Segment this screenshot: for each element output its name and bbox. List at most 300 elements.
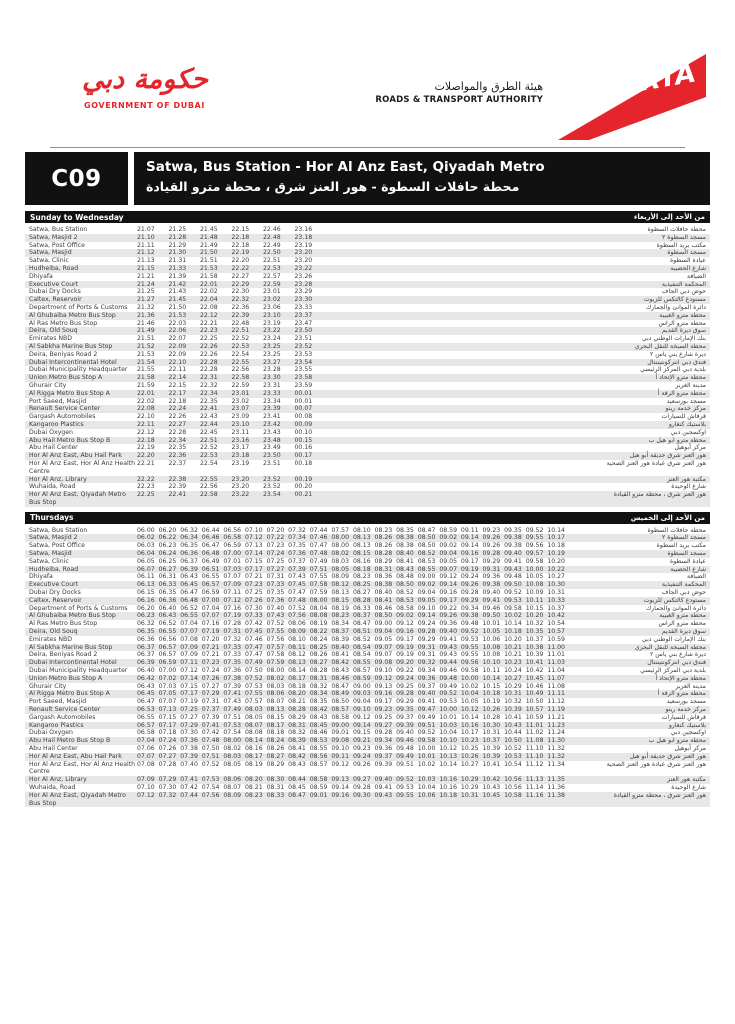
time-cell: 08.03 [244,706,263,714]
time-cell: 08.53 [417,557,436,565]
time-cell: 10.05 [460,698,479,706]
time-cell: 10.01 [439,713,458,721]
time-cell: 08.19 [309,620,328,628]
time-cell: 07.33 [266,581,285,589]
time-cell: 09.15 [352,729,371,737]
time-cell: 21.42 [168,280,187,288]
time-cell: 22.55 [200,475,218,483]
time-cell: 09.28 [460,589,479,597]
time-cell: 09.36 [439,620,458,628]
time-cell: 00.07 [294,405,313,413]
departure-times [137,659,569,667]
time-cell: 10.20 [547,557,565,565]
stop-name-ar: سوق ديرة القديم [661,628,706,636]
departure-times [137,265,326,273]
table-row [25,534,710,542]
time-cell: 22.35 [168,444,187,452]
time-cell: 08.15 [266,713,285,721]
time-cell: 09.38 [504,542,522,550]
rta-authority-name [375,80,543,105]
time-cell: 22.08 [200,303,218,311]
time-cell: 08.44 [288,776,306,784]
time-cell: 23.01 [263,288,281,296]
time-cell: 08.52 [396,589,414,597]
time-cell: 08.10 [288,635,306,643]
departure-times [137,722,569,730]
time-cell: 10.31 [482,729,501,737]
time-cell: 22.15 [168,381,187,389]
time-cell: 22.10 [168,358,187,366]
time-cell: 09.00 [374,620,393,628]
time-cell: 10.29 [460,783,479,791]
time-cell: 06.55 [137,713,155,721]
stop-name-en: Kangaroo Plastics [29,721,84,729]
time-cell: 09.11 [331,752,350,760]
time-cell: 23.02 [231,397,250,405]
time-cell: 07.59 [266,659,285,667]
time-cell: 07.40 [266,604,285,612]
time-cell: 07.21 [244,573,263,581]
time-cell: 23.51 [263,459,281,467]
time-cell: 22.18 [168,397,187,405]
departure-times [137,589,569,597]
stop-name-ar: مركز خدمة رينو [665,706,706,714]
time-cell: 22.41 [168,491,187,499]
stop-name-en: Satwa, Clinic [29,557,69,565]
time-cell: 09.28 [482,550,501,558]
time-cell: 09.04 [374,628,393,636]
time-cell: 07.19 [201,628,220,636]
time-cell: 09.17 [439,596,458,604]
time-cell: 22.23 [200,327,218,335]
time-cell: 07.19 [223,612,242,620]
time-cell: 22.25 [200,335,218,343]
time-cell: 10.32 [525,620,544,628]
table-row [25,413,710,421]
time-cell: 09.29 [482,557,501,565]
time-cell: 07.51 [201,752,220,760]
table-row [25,374,710,382]
stop-name-en: Executive Court [29,581,79,589]
departure-times [137,651,569,659]
time-cell: 21.29 [168,241,187,249]
stop-name-en: Abu Hail Center [29,745,78,752]
time-cell: 22.15 [231,226,250,233]
time-cell: 07.36 [266,596,285,604]
time-cell: 07.31 [266,573,285,581]
time-cell: 08.48 [396,573,414,581]
time-cell: 09.00 [352,682,371,690]
time-cell: 10.12 [460,706,479,714]
time-cell: 07.52 [201,760,220,768]
time-cell: 07.35 [288,542,306,550]
table-row [25,628,710,636]
time-cell: 08.17 [288,674,306,682]
rta-logo-icon [556,53,706,143]
stop-name-en: Ghurair City [29,381,67,389]
time-cell: 09.52 [460,628,479,636]
time-cell: 21.49 [200,241,218,249]
time-cell: 10.00 [460,674,479,682]
time-cell: 10.17 [460,729,479,737]
time-cell: 08.41 [396,557,414,565]
stop-name-en: Al Ras Metro Bus Stop [29,319,98,327]
time-cell: 11.13 [525,776,544,784]
time-cell: 22.08 [137,405,155,413]
stop-name-en: Satwa, Post Office [29,542,85,550]
time-cell: 23.52 [263,483,281,491]
stop-name-ar: فندق دبي انتركونتيننتال [647,659,706,667]
time-cell: 08.52 [417,550,436,558]
time-cell: 09.11 [460,526,479,534]
time-cell: 07.30 [244,604,263,612]
time-cell: 07.34 [288,534,306,542]
time-cell: 08.40 [396,550,414,558]
time-cell: 10.14 [547,526,565,534]
time-cell: 00.01 [294,397,313,405]
time-cell: 07.57 [266,643,285,651]
time-cell: 10.11 [525,596,544,604]
time-cell: 22.27 [168,420,187,428]
table-row [25,722,710,730]
stop-name-en: Ghurair City [29,682,67,690]
government-of-dubai-calligraphy-icon: حكومة دبي [82,64,208,95]
time-cell: 09.35 [396,706,414,714]
time-cell: 06.31 [158,573,177,581]
time-cell: 22.51 [200,436,218,444]
stop-name-ar: هور العنز شرق حديقة أبو هيل [629,452,706,460]
stop-name-ar: مسجد بورسعيد [666,698,706,706]
time-cell: 07.41 [180,776,198,784]
time-cell: 22.26 [200,350,218,358]
time-cell: 09.10 [417,604,436,612]
time-cell: 08.50 [417,534,436,542]
time-cell: 08.26 [374,542,393,550]
time-cell: 09.02 [396,612,414,620]
time-cell: 10.58 [504,791,522,799]
time-cell: 09.14 [460,542,479,550]
time-cell: 22.07 [168,335,187,343]
stop-name-en: Hor Al Anz, Library [29,776,87,784]
route-title-en: Satwa, Bus Station - Hor Al Anz East, Qiyadah Metro [146,159,545,175]
section-rows [25,527,710,808]
time-cell: 09.04 [352,698,371,706]
time-cell: 08.14 [288,667,306,675]
time-cell: 06.58 [137,729,155,737]
time-cell: 21.11 [137,241,155,249]
time-cell: 06.59 [158,659,177,667]
time-cell: 23.52 [263,475,281,483]
time-cell: 08.38 [374,581,393,589]
time-cell: 07.51 [309,565,328,573]
time-cell: 10.41 [504,713,522,721]
table-row [25,281,710,289]
time-cell: 21.58 [200,272,218,280]
time-cell: 09.26 [439,612,458,620]
time-cell: 23.34 [263,397,281,405]
time-cell: 23.09 [231,413,250,421]
time-cell: 08.22 [309,628,328,636]
time-cell: 08.42 [331,659,350,667]
time-cell: 08.23 [244,791,263,799]
time-cell: 10.21 [504,643,522,651]
time-cell: 07.32 [223,635,242,643]
time-cell: 09.12 [374,674,393,682]
time-cell: 23.17 [231,444,250,452]
time-cell: 10.14 [439,760,458,768]
departure-times [137,483,326,491]
time-cell: 23.28 [294,280,313,288]
time-cell: 06.55 [158,628,177,636]
departure-times [137,784,569,792]
time-cell: 08.15 [331,596,350,604]
stop-name-ar: مدينة الغرير [675,381,706,389]
stop-name-en: Deira, Beniyas Road 2 [29,651,98,659]
time-cell: 08.02 [223,745,242,752]
time-cell: 06.39 [137,659,155,667]
time-cell: 21.25 [137,288,155,296]
time-cell: 10.49 [525,690,544,698]
departure-times [137,550,569,558]
time-cell: 08.34 [331,620,350,628]
time-cell: 23.20 [294,257,313,265]
time-cell: 08.47 [331,682,350,690]
time-cell: 23.43 [263,428,281,436]
time-cell: 23.58 [294,374,313,382]
time-cell: 07.21 [201,651,220,659]
route-code: C09 [25,152,128,205]
time-cell: 10.45 [482,791,501,799]
time-cell: 22.52 [231,335,250,343]
time-cell: 09.53 [396,783,414,791]
time-cell: 09.24 [352,752,371,760]
time-cell: 22.12 [200,311,218,319]
time-cell: 09.53 [460,635,479,643]
time-cell: 10.39 [504,706,522,714]
time-cell: 10.30 [547,581,565,589]
time-cell: 06.46 [201,534,220,542]
time-cell: 22.02 [200,288,218,296]
stop-name-ar: هور العنز شرق عيادة هور العنز الصحية [606,459,706,467]
time-cell: 09.14 [417,612,436,620]
departure-times [137,257,326,265]
time-cell: 08.26 [374,534,393,542]
time-cell: 07.05 [158,690,177,698]
time-cell: 09.36 [417,674,436,682]
time-cell: 08.43 [396,565,414,573]
time-cell: 22.31 [200,374,218,382]
time-cell: 09.38 [460,612,479,620]
time-cell: 07.01 [223,557,242,565]
time-cell: 09.02 [439,534,458,542]
time-cell: 06.47 [180,589,198,597]
section-title-en: Thursdays [30,513,74,523]
time-cell: 06.40 [158,604,177,612]
time-cell: 07.27 [201,682,220,690]
stop-name-en: Dubai Municipality Headquarter [29,667,128,675]
table-row [25,234,710,242]
table-row [25,776,710,784]
time-cell: 06.57 [137,721,155,729]
time-cell: 08.14 [244,737,263,745]
stop-name-en: Renault Service Center [29,405,101,413]
time-cell: 08.12 [288,651,306,659]
time-cell: 22.46 [263,226,281,233]
time-cell: 08.08 [244,729,263,737]
time-cell: 06.36 [180,550,198,558]
time-cell: 08.09 [223,791,242,799]
time-cell: 10.23 [504,659,522,667]
time-cell: 08.33 [266,791,285,799]
time-cell: 08.25 [309,643,328,651]
time-cell: 06.02 [137,534,155,542]
table-row [25,366,710,374]
time-cell: 08.13 [266,706,285,714]
rta-name-arabic: هيئة الطرق والمواصلات [434,80,543,93]
time-cell: 10.18 [504,628,522,636]
departure-times [137,343,326,351]
time-cell: 23.25 [263,350,281,358]
time-cell: 06.48 [201,550,220,558]
stop-name-en: Dubai Dry Docks [29,288,81,296]
time-cell: 07.43 [223,698,242,706]
table-row [25,612,710,620]
table-row [25,476,710,484]
time-cell: 08.31 [309,674,328,682]
time-cell: 10.06 [482,635,501,643]
time-cell: 07.52 [266,620,285,628]
time-cell: 08.06 [288,620,306,628]
stop-name-ar: اوكسجين دبي [670,428,706,436]
time-cell: 08.57 [309,760,328,768]
departure-times [137,573,569,581]
table-row [25,605,710,613]
time-cell: 07.16 [223,604,242,612]
time-cell: 07.07 [137,752,155,760]
time-cell: 22.10 [137,413,155,421]
time-cell: 09.55 [396,791,414,799]
time-cell: 07.17 [180,690,198,698]
time-cell: 08.43 [288,760,306,768]
time-cell: 23.31 [263,381,281,389]
table-row [25,581,710,589]
time-cell: 09.01 [331,729,350,737]
time-cell: 08.28 [352,596,371,604]
time-cell: 07.36 [288,550,306,558]
stop-name-en: Satwa, Masjid 2 [29,233,78,241]
time-cell: 06.47 [137,698,155,706]
time-cell: 09.22 [439,604,458,612]
time-cell: 11.12 [547,698,565,706]
time-cell: 09.10 [331,745,350,752]
time-cell: 10.02 [460,682,479,690]
time-cell: 06.05 [137,557,155,565]
time-cell: 07.27 [158,752,177,760]
time-cell: 00.21 [294,491,313,499]
table-row [25,491,710,507]
time-cell: 08.47 [352,620,371,628]
departure-times [137,620,569,628]
time-cell: 09.52 [504,589,522,597]
time-cell: 09.36 [482,573,501,581]
time-cell: 06.23 [158,542,177,550]
stop-name-en: Hor Al Anz, Library [29,475,87,483]
stop-name-ar: شارع الوحيدة [671,783,706,791]
time-cell: 08.29 [266,760,285,768]
time-cell: 21.36 [137,311,155,319]
time-cell: 22.22 [137,475,155,483]
departure-times [137,491,326,499]
time-cell: 06.34 [180,534,198,542]
time-cell: 08.58 [396,604,414,612]
time-cell: 07.37 [201,706,220,714]
stop-name-en: Hor Al Anz East, Hor Al Anz Health Centre [29,760,136,776]
time-cell: 07.26 [244,596,263,604]
time-cell: 07.12 [137,791,155,799]
departure-times [137,304,326,312]
time-cell: 09.07 [374,643,393,651]
time-cell: 09.56 [460,659,479,667]
stop-name-en: Kangaroo Plastics [29,420,84,428]
time-cell: 06.43 [180,573,198,581]
timetable-section-1 [25,512,710,808]
time-cell: 22.19 [137,444,155,452]
time-cell: 09.24 [417,620,436,628]
time-cell: 11.03 [547,659,565,667]
time-cell: 21.10 [137,233,155,241]
time-cell: 08.49 [331,690,350,698]
time-cell: 06.00 [137,526,155,534]
time-cell: 07.42 [244,620,263,628]
time-cell: 06.55 [201,573,220,581]
time-cell: 09.16 [331,791,350,799]
time-cell: 21.58 [137,374,155,382]
time-cell: 09.50 [482,612,501,620]
time-cell: 08.02 [331,550,350,558]
stop-name-en: Dubai Dry Docks [29,589,81,597]
time-cell: 08.13 [331,589,350,597]
time-cell: 21.30 [168,249,187,257]
time-cell: 09.27 [374,721,393,729]
time-cell: 09.32 [417,659,436,667]
time-cell: 21.52 [137,342,155,350]
time-cell: 07.53 [223,721,242,729]
time-cell: 07.00 [201,596,220,604]
time-cell: 08.46 [309,729,328,737]
time-cell: 09.38 [482,581,501,589]
time-cell: 08.55 [309,745,328,752]
time-cell: 23.53 [294,350,313,358]
departure-times [137,249,326,257]
table-row [25,714,710,722]
time-cell: 09.58 [504,604,522,612]
time-cell: 21.28 [168,233,187,241]
departure-times [137,605,569,613]
table-row [25,651,710,659]
time-cell: 22.01 [200,280,218,288]
time-cell: 08.05 [244,713,263,721]
time-cell: 08.50 [417,542,436,550]
table-row [25,343,710,351]
time-cell: 07.57 [244,698,263,706]
time-cell: 10.43 [504,721,522,729]
stop-name-ar: مكتبة هور العنز [666,475,706,483]
departure-times [137,698,569,706]
time-cell: 23.22 [263,327,281,335]
time-cell: 07.49 [223,706,242,714]
stop-name-ar: شارع الوحيدة [671,483,706,491]
time-cell: 22.24 [168,405,187,413]
